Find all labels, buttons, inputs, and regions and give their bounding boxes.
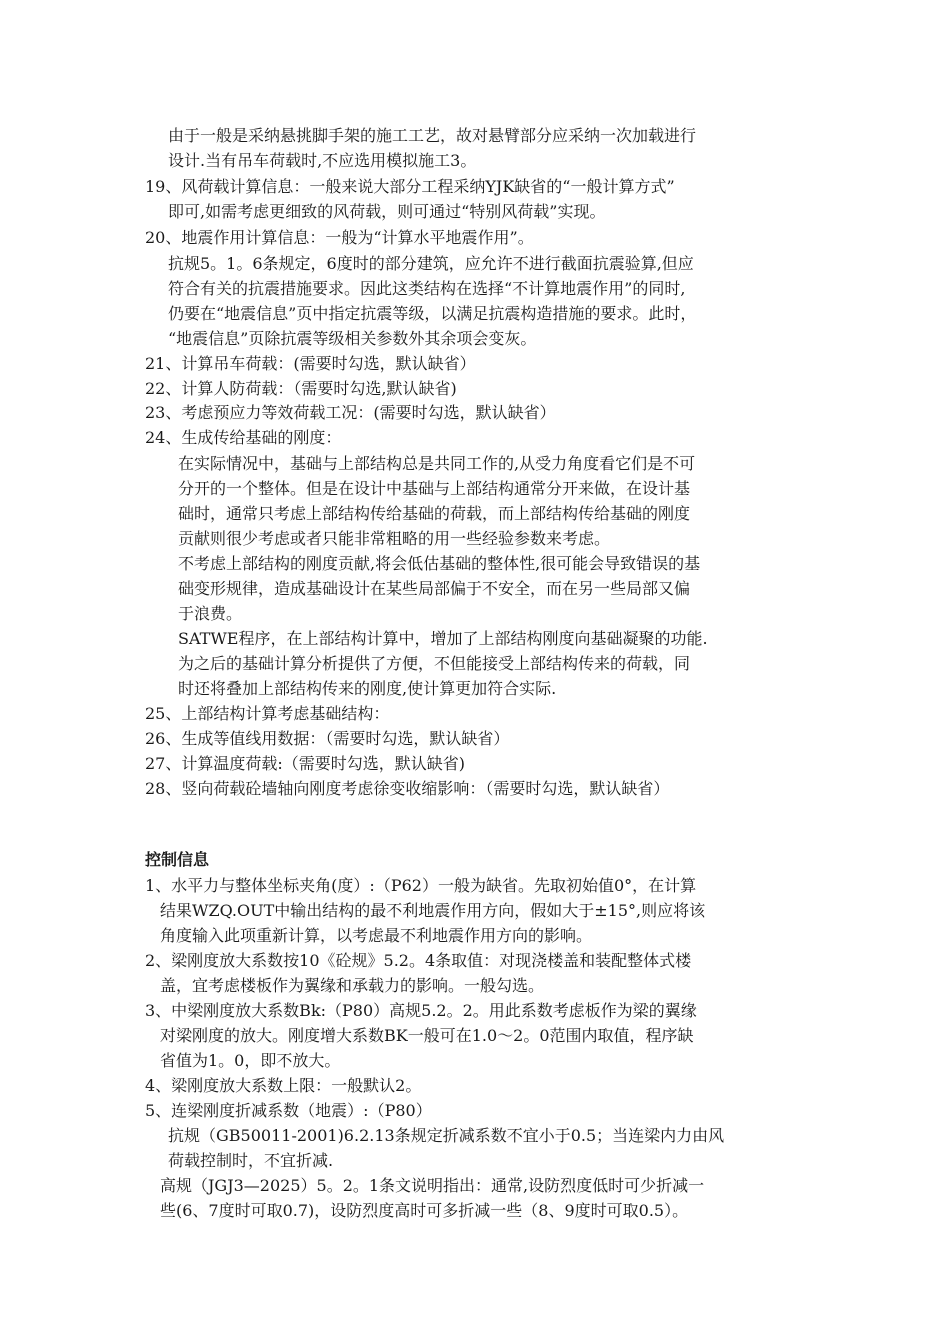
section-heading: 控制信息 <box>145 850 210 869</box>
list-item-2: 2、梁刚度放大系数按10《砼规》5.2。4条取值：对现浇楼盖和装配整体式楼 <box>145 951 692 970</box>
text-line: 础时，通常只考虑上部结构传给基础的荷载，而上部结构传给基础的刚度 <box>178 504 691 523</box>
list-item-26: 26、生成等值线用数据：（需要时勾选，默认缺省） <box>145 729 510 748</box>
text-line: 设计.当有吊车荷载时,不应选用模拟施工3。 <box>168 151 477 170</box>
text-line: 仍要在“地震信息”页中指定抗震等级，以满足抗震构造措施的要求。此时， <box>168 304 697 323</box>
text-line: 些(6、7度时可取0.7)，设防烈度高时可多折减一些（8、9度时可取0.5）。 <box>160 1201 689 1220</box>
text-line: 高规（JGJ3—2025）5。2。1条文说明指出：通常,设防烈度低时可少折减一 <box>160 1176 705 1195</box>
list-item-22: 22、计算人防荷载：（需要时勾选,默认缺省) <box>145 379 457 398</box>
list-item-25: 25、上部结构计算考虑基础结构： <box>145 704 390 723</box>
list-item-20: 20、地震作用计算信息：一般为“计算水平地震作用”。 <box>145 228 534 247</box>
text-line: 对梁刚度的放大。刚度增大系数BK一般可在1.0～2。0范围内取值，程序缺 <box>160 1026 694 1045</box>
list-item-23: 23、考虑预应力等效荷载工况：(需要时勾选，默认缺省） <box>145 403 556 422</box>
text-line: 抗规（GB50011-2001)6.2.13条规定折减系数不宜小于0.5；当连梁内力由风 <box>168 1126 725 1145</box>
text-line: 不考虑上部结构的刚度贡献,将会低估基础的整体性,很可能会导致错误的基 <box>178 554 701 573</box>
list-item-4: 4、梁刚度放大系数上限：一般默认2。 <box>145 1076 422 1095</box>
text-line: 荷载控制时，不宜折减. <box>168 1151 334 1170</box>
list-item-21: 21、计算吊车荷载：(需要时勾选，默认缺省） <box>145 354 476 373</box>
text-line: SATWE程序，在上部结构计算中，增加了上部结构刚度向基础凝聚的功能. <box>178 629 708 648</box>
text-line: 盖，宜考虑楼板作为翼缘和承载力的影响。一般勾选。 <box>160 976 545 995</box>
text-line: 为之后的基础计算分析提供了方便，不但能接受上部结构传来的荷载，同 <box>178 654 691 673</box>
list-item-24: 24、生成传给基础的刚度： <box>145 428 342 447</box>
text-line: 角度输入此项重新计算，以考虑最不利地震作用方向的影响。 <box>160 926 593 945</box>
text-line: 省值为1。0，即不放大。 <box>160 1051 341 1070</box>
text-line: 由于一般是采纳悬挑脚手架的施工工艺，故对悬臂部分应采纳一次加载进行 <box>168 126 697 145</box>
text-line: 时还将叠加上部结构传来的刚度,使计算更加符合实际. <box>178 679 557 698</box>
text-line: 贡献则很少考虑或者只能非常粗略的用一些经验参数来考虑。 <box>178 529 611 548</box>
list-item-3: 3、中梁刚度放大系数Bk:（P80）高规5.2。2。用此系数考虑板作为梁的翼缘 <box>145 1001 697 1020</box>
text-line: 在实际情况中，基础与上部结构总是共同工作的,从受力角度看它们是不可 <box>178 454 696 473</box>
text-line: 符合有关的抗震措施要求。因此这类结构在选择“不计算地震作用”的同时, <box>168 279 686 298</box>
text-line: 结果WZQ.OUT中输出结构的最不利地震作用方向，假如大于±15°,则应将该 <box>160 901 706 920</box>
text-line: “地震信息”页除抗震等级相关参数外其余项会变灰。 <box>168 329 537 348</box>
text-line: 即可,如需考虑更细致的风荷载，则可通过“特别风荷载”实现。 <box>168 202 606 221</box>
list-item-5: 5、连梁刚度折减系数（地震）:（P80） <box>145 1101 432 1120</box>
text-line: 础变形规律，造成基础设计在某些局部偏于不安全，而在另一些局部又偏 <box>178 579 691 598</box>
list-item-28: 28、竖向荷载砼墙轴向刚度考虑徐变收缩影响：（需要时勾选，默认缺省） <box>145 779 670 798</box>
text-line: 抗规5。1。6条规定，6度时的部分建筑，应允许不进行截面抗震验算,但应 <box>168 254 694 273</box>
list-item-1: 1、水平力与整体坐标夹角(度）:（P62）一般为缺省。先取初始值0°，在计算 <box>145 876 697 895</box>
list-item-27: 27、计算温度荷载:（需要时勾选，默认缺省) <box>145 754 465 773</box>
text-line: 于浪费。 <box>178 604 243 623</box>
text-line: 分开的一个整体。但是在设计中基础与上部结构通常分开来做，在设计基 <box>178 479 691 498</box>
list-item-19: 19、风荷载计算信息：一般来说大部分工程采纳YJK缺省的“一般计算方式” <box>145 177 675 196</box>
